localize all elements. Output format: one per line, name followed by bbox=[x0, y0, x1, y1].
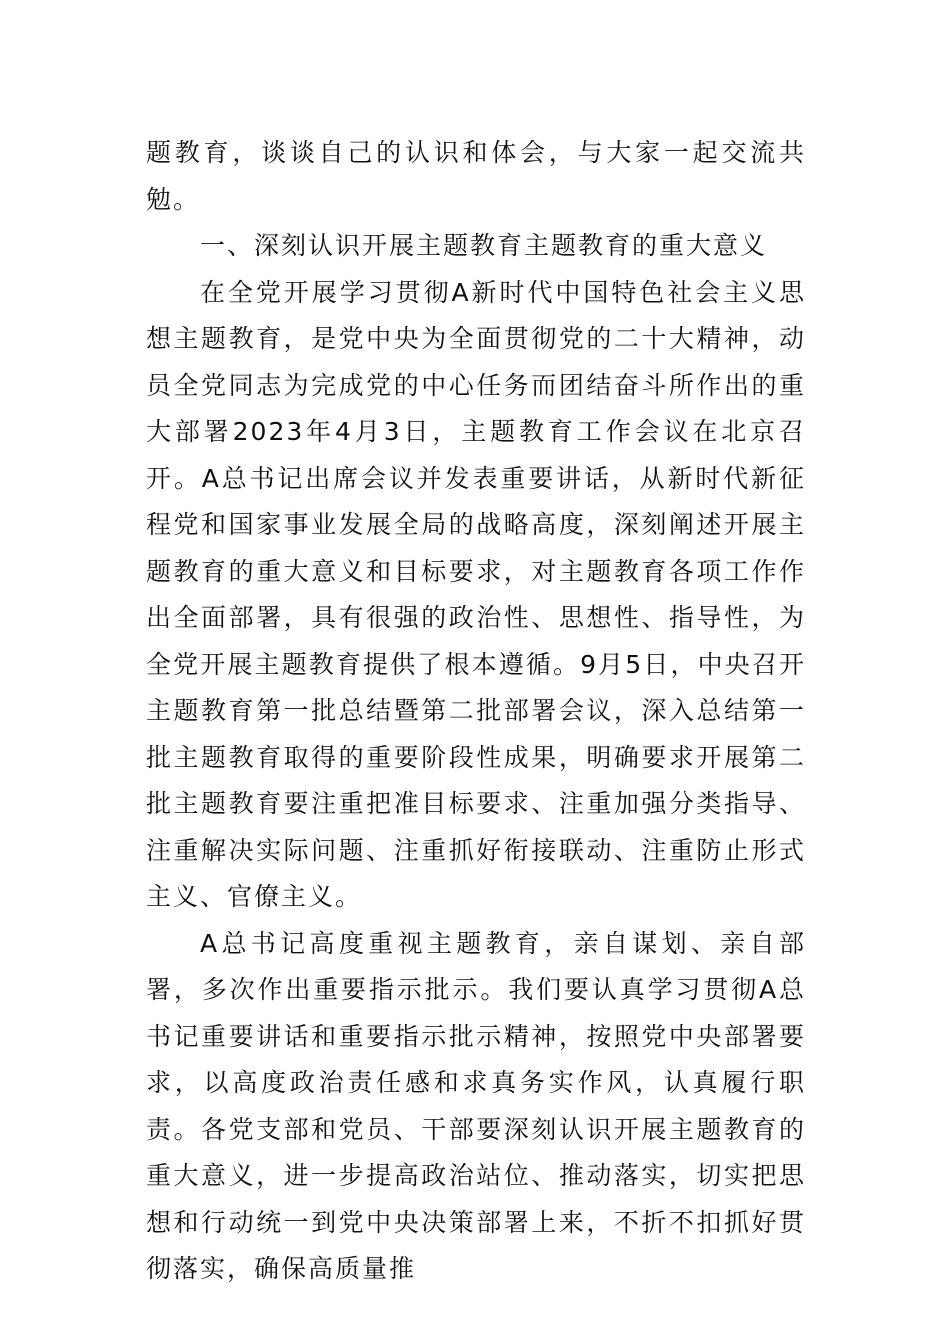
document-body bbox=[146, 130, 806, 1293]
paragraph-continuation: 题教育，谈谈自己的认识和体会，与大家一起交流共勉。 bbox=[146, 138, 806, 214]
paragraph: A总书记高度重视主题教育，亲自谋划、亲自部署，多次作出重要指示批示。我们要认真学习贯彻A总书记重要讲话和重要指示批示精神，按照党中央部署要求，以高度政治责任感和求真务实作风，认真履行职责。各党支部和党员、干部要深刻认识开展主题教育的重大意义，进一步提高政治站位、推动落实，切实把思想和行动统一到党中央决策部署上来，不折不扣抓好贯彻落实，确保高质量推 bbox=[146, 928, 806, 1283]
paragraph: 在全党开展学习贯彻A新时代中国特色社会主义思想主题教育，是党中央为全面贯彻党的二十大精神，动员全党同志为完成党的中心任务而团结奋斗所作出的重大部署2023年4月3日，主题教育工作会议在北京召开。A总书记出席会议并发表重要讲话，从新时代新征程党和国家事业发展全局的战略高度，深刻阐述开展主题教育的重大意义和目标要求，对主题教育各项工作作出全面部署，具有很强的政治性、思想性、指导性，为全党开展主题教育提供了根本遵循。9月5日，中央召开主题教育第一批总结暨第二批部署会议，深入总结第一批主题教育取得的重要阶段性成果，明确要求开展第二批主题教育要注重把准目标要求、注重加强分类指导、注重解决实际问题、注重抓好衔接联动、注重防止形式主义、官僚主义。 bbox=[146, 277, 806, 911]
section-heading: 一、深刻认识开展主题教育主题教育的重大意义 bbox=[200, 231, 768, 260]
